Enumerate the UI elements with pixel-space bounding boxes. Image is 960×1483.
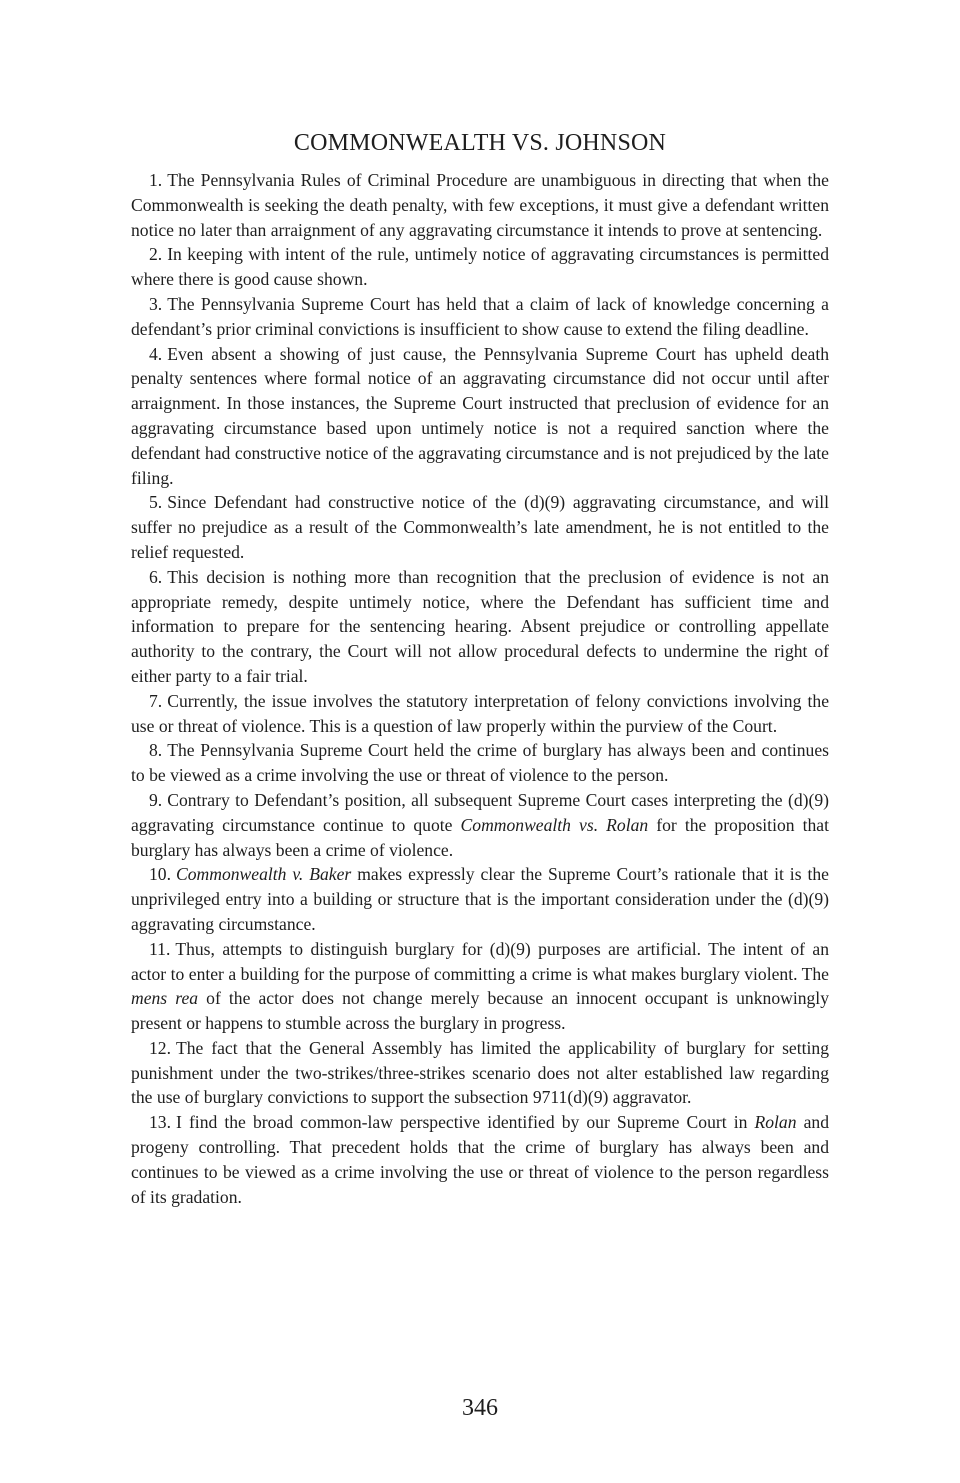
paragraph-text: Since Defendant had constructive notice of the (d)(9) aggravating circumstance, and will suffer no prejudice as a result of the Commonwealth’s late amendment, he is not entitled to the relief requested. <box>131 492 829 562</box>
headnote-paragraph <box>131 565 829 689</box>
paragraph-text: This decision is nothing more than recognition that the preclusion of evidence is not an appropriate remedy, despite untimely notice, where the Defendant has sufficient time and information to prepare for the sentencing hearing. Absent prejudice or controlling appellate authority to the contrary, the Court will not allow procedural defects to undermine the right of either party to a fair trial. <box>131 566 829 686</box>
paragraph-text: The Pennsylvania Rules of Criminal Procedure are unambiguous in directing that when the Commonwealth is seeking the death penalty, with few exceptions, it must give a defendant written notice no later than arraignment of any aggravating circumstance it intends to prove at sentencing. <box>131 170 829 240</box>
paragraph-text: for the proposition that burglary has always been a crime of violence. <box>131 814 830 860</box>
paragraph-number: 12. <box>149 1037 171 1058</box>
headnote-paragraph <box>131 788 829 862</box>
paragraph-text: of the actor does not change merely because an innocent occupant is unknowingly present or happens to stumble across the burglary in progress. <box>131 988 829 1034</box>
paragraph-number: 6. <box>149 566 163 587</box>
paragraph-number: 8. <box>149 740 163 761</box>
page-body <box>131 128 829 1209</box>
paragraph-number: 7. <box>149 690 163 711</box>
paragraph-number: 2. <box>149 244 163 265</box>
paragraph-text: In keeping with intent of the rule, untimely notice of aggravating circumstances is permitted where there is good cause shown. <box>131 244 829 290</box>
paragraph-text: Currently, the issue involves the statutory interpretation of felony convictions involving the use or threat of violence. This is a question of law properly within the purview of the Court. <box>131 690 829 736</box>
headnote-paragraph <box>131 242 829 292</box>
paragraph-number: 13. <box>149 1112 171 1133</box>
paragraph-text: and progeny controlling. That precedent holds that the crime of burglary has always been and continues to be viewed as a crime involving the use or threat of violence to the person regardless of its gradation. <box>131 1112 829 1207</box>
headnote-paragraph <box>131 342 829 491</box>
paragraph-number: 10. <box>149 864 171 885</box>
headnote-paragraph <box>131 168 829 242</box>
paragraph-number: 5. <box>149 492 163 513</box>
paragraph-text: Thus, attempts to distinguish burglary for (d)(9) purposes are artificial. The intent of an actor to enter a building for the purpose of committing a crime is what makes burglary violent. The <box>131 938 829 984</box>
case-citation-italic: Rolan <box>754 1112 797 1133</box>
paragraph-number: 11. <box>149 938 171 959</box>
paragraph-number: 4. <box>149 343 163 364</box>
paragraph-number: 9. <box>149 789 163 810</box>
paragraph-text: The Pennsylvania Supreme Court held the crime of burglary has always been and continues to be viewed as a crime involving the use or threat of violence to the person. <box>131 740 829 786</box>
headnote-paragraph <box>131 292 829 342</box>
paragraph-text: I find the broad common-law perspective identified by our Supreme Court in <box>176 1112 755 1133</box>
case-citation-italic: mens rea <box>131 988 199 1009</box>
headnotes-list <box>131 168 829 1209</box>
paragraph-number: 3. <box>149 293 163 314</box>
case-citation-italic: Commonwealth v. Baker <box>176 864 352 885</box>
page-number: 346 <box>462 1395 498 1421</box>
paragraph-text: Contrary to Defendant’s position, all subsequent Supreme Court cases interpreting the (d)(9) aggravating circumstance continue to quote <box>131 789 829 835</box>
paragraph-text: The fact that the General Assembly has limited the applicability of burglary for setting punishment under the two-strikes/three-strikes scenario does not alter established law regarding the use of burglary convictions to support the subsection 9711(d)(9) aggravator. <box>131 1037 829 1108</box>
headnote-paragraph <box>131 937 829 1036</box>
headnote-paragraph <box>131 1110 829 1209</box>
headnote-paragraph <box>131 490 829 564</box>
headnote-paragraph <box>131 1036 829 1110</box>
case-citation-italic: Commonwealth vs. Rolan <box>460 814 649 835</box>
paragraph-text: makes expressly clear the Supreme Court’s rationale that it is the unprivileged entry into a building or structure that is the important consideration under the (d)(9) aggravating circumstance. <box>131 864 829 934</box>
headnote-paragraph <box>131 689 829 739</box>
paragraph-text: The Pennsylvania Supreme Court has held that a claim of lack of knowledge concerning a defendant’s prior criminal convictions is insufficient to show cause to extend the filing deadline. <box>131 293 829 339</box>
paragraph-text: Even absent a showing of just cause, the Pennsylvania Supreme Court has upheld death penalty sentences where formal notice of an aggravating circumstance did not occur until after arraignment. In those instances, the Supreme Court instructed that preclusion of evidence for an aggravating circumstance based upon untimely notice is not a required sanction where the defendant had constructive notice of the aggravating circumstance and is not prejudiced by the late filing. <box>131 343 829 488</box>
headnote-paragraph <box>131 862 829 936</box>
headnote-paragraph <box>131 738 829 788</box>
paragraph-number: 1. <box>149 170 163 190</box>
running-title: COMMONWEALTH VS. JOHNSON <box>293 130 667 156</box>
